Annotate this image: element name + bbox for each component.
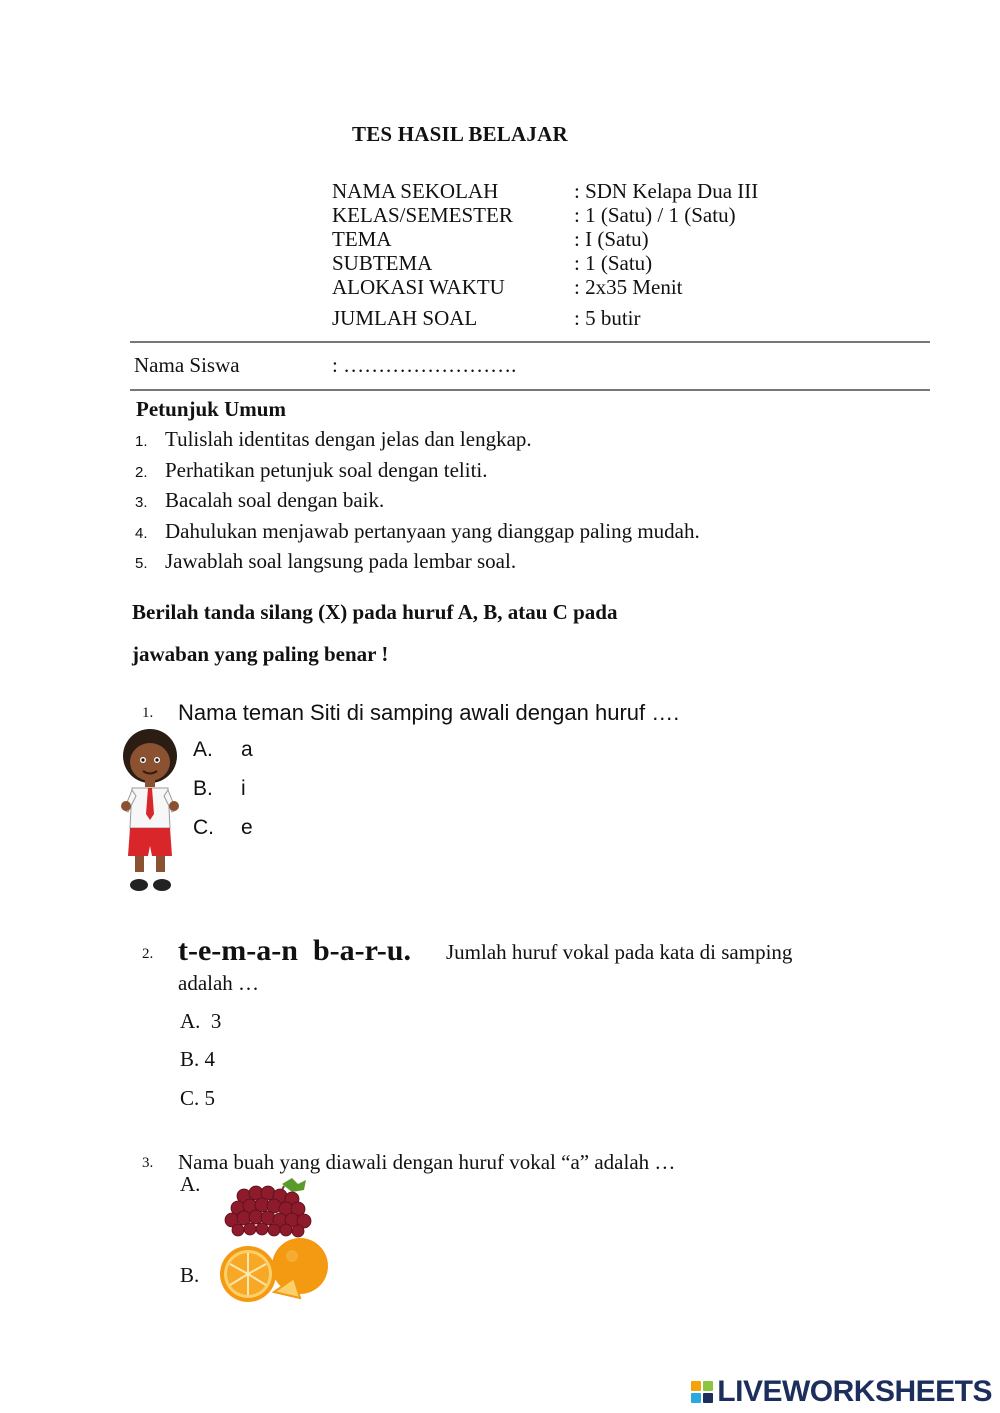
- info-value: : SDN Kelapa Dua III: [574, 179, 759, 203]
- divider-top: [130, 341, 930, 343]
- q3-option-b-letter[interactable]: B.: [180, 1263, 200, 1287]
- info-row-class: [332, 203, 736, 227]
- liveworksheets-logo: [691, 1375, 992, 1409]
- info-value: : I (Satu): [574, 227, 649, 251]
- list-item: [135, 427, 532, 452]
- list-item: [135, 549, 516, 574]
- page-title: TES HASIL BELAJAR: [352, 122, 568, 146]
- info-label: KELAS/SEMESTER: [332, 203, 513, 227]
- question-number: 2.: [142, 946, 154, 962]
- option-text: a: [241, 738, 253, 761]
- logo-text: LIVEWORKSHEETS: [717, 1375, 992, 1408]
- option-letter: A.: [193, 738, 213, 761]
- info-label: ALOKASI WAKTU: [332, 275, 505, 299]
- info-value: : 2x35 Menit: [574, 275, 683, 299]
- info-value: : 1 (Satu) / 1 (Satu): [574, 203, 736, 227]
- question-2-word: t-e-m-a-n b-a-r-u.: [178, 934, 411, 967]
- option-text: e: [241, 816, 253, 839]
- q2-option-a[interactable]: A. 3: [180, 1009, 222, 1033]
- list-text: Tulislah identitas dengan jelas dan lengkap.: [165, 427, 532, 451]
- q1-option-a[interactable]: [193, 738, 253, 762]
- list-number: 1.: [135, 433, 148, 450]
- info-label: JUMLAH SOAL: [332, 306, 478, 330]
- question-2-text: Jumlah huruf vokal pada kata di samping: [446, 940, 793, 964]
- option-letter: C.: [193, 816, 214, 839]
- option-text: i: [241, 777, 246, 800]
- logo-icon: [691, 1381, 713, 1403]
- question-number: 3.: [142, 1155, 154, 1171]
- list-item: [135, 488, 384, 513]
- q1-option-c[interactable]: [193, 816, 253, 840]
- q2-option-b[interactable]: B. 4: [180, 1047, 216, 1071]
- q1-option-b[interactable]: [193, 777, 246, 801]
- list-number: 5.: [135, 555, 148, 572]
- info-label: SUBTEMA: [332, 251, 433, 275]
- q3-option-a-letter[interactable]: A.: [180, 1172, 201, 1196]
- question-3-text: Nama buah yang diawali dengan huruf vokal “a” adalah …: [178, 1150, 676, 1174]
- oranges-image[interactable]: [216, 1232, 330, 1304]
- info-value: : 1 (Satu): [574, 251, 653, 275]
- info-row-time: [332, 275, 683, 299]
- q2-option-c[interactable]: C. 5: [180, 1086, 216, 1110]
- info-label: NAMA SEKOLAH: [332, 179, 499, 203]
- list-number: 4.: [135, 525, 148, 542]
- list-text: Perhatikan petunjuk soal dengan teliti.: [165, 458, 488, 482]
- instruction-line-1: Berilah tanda silang (X) pada huruf A, B, atau C pada: [132, 600, 618, 624]
- student-boy-illustration: [116, 728, 188, 896]
- student-name-label: Nama Siswa: [134, 353, 240, 377]
- info-value: : 5 butir: [574, 306, 641, 330]
- info-row-count: [332, 306, 641, 330]
- divider-bottom: [130, 389, 930, 391]
- list-item: [135, 458, 488, 483]
- list-text: Bacalah soal dengan baik.: [165, 488, 385, 512]
- student-name-field[interactable]: : …………………….: [332, 353, 517, 377]
- question-number: 1.: [142, 705, 154, 721]
- info-row-subtheme: [332, 251, 652, 275]
- list-number: 3.: [135, 494, 148, 511]
- list-number: 2.: [135, 464, 148, 481]
- question-2-text-cont: adalah …: [178, 971, 260, 995]
- list-item: [135, 519, 700, 544]
- info-row-school: [332, 179, 758, 203]
- instruction-line-2: jawaban yang paling benar !: [132, 642, 389, 666]
- grapes-image[interactable]: [222, 1176, 314, 1238]
- list-text: Jawablah soal langsung pada lembar soal.: [165, 549, 517, 573]
- option-letter: B.: [193, 777, 213, 800]
- question-1-text: Nama teman Siti di samping awali dengan huruf ….: [178, 700, 680, 725]
- list-text: Dahulukan menjawab pertanyaan yang dianggap paling mudah.: [165, 519, 700, 543]
- info-row-theme: [332, 227, 649, 251]
- info-label: TEMA: [332, 227, 392, 251]
- petunjuk-heading: Petunjuk Umum: [136, 397, 286, 421]
